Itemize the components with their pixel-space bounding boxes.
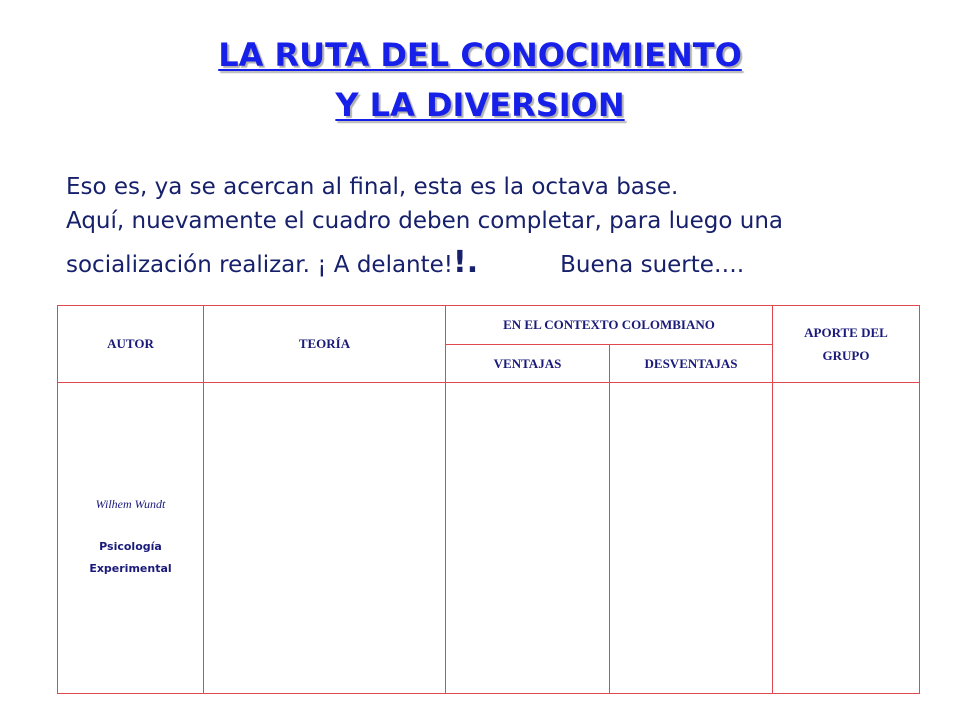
slide-title bbox=[0, 30, 960, 130]
cell-desventajas[interactable] bbox=[610, 383, 773, 694]
intro-line-3-tail: Buena suerte…. bbox=[560, 252, 745, 278]
header-desventajas: DESVENTAJAS bbox=[610, 345, 773, 383]
header-aporte-line-2: GRUPO bbox=[822, 348, 870, 363]
cell-teoria[interactable] bbox=[204, 383, 446, 694]
intro-line-3-bang: !. bbox=[453, 245, 479, 280]
title-line-1: LA RUTA DEL CONOCIMIENTO bbox=[218, 36, 742, 74]
intro-line-3 bbox=[66, 246, 926, 282]
intro-line-2: Aquí, nuevamente el cuadro deben completar, para luego una bbox=[66, 208, 783, 234]
intro-paragraph bbox=[66, 170, 926, 282]
author-subtitle bbox=[58, 536, 203, 580]
cell-aporte[interactable] bbox=[773, 383, 920, 694]
header-ventajas: VENTAJAS bbox=[446, 345, 610, 383]
cell-ventajas[interactable] bbox=[446, 383, 610, 694]
intro-line-1: Eso es, ya se acercan al final, esta es la octava base. bbox=[66, 174, 679, 200]
header-teoria: TEORÍA bbox=[204, 306, 446, 383]
header-aporte-line-1: APORTE DEL bbox=[804, 325, 888, 340]
author-subtitle-line-1: Psicología bbox=[99, 539, 162, 553]
author-name: Wilhem Wundt bbox=[95, 496, 166, 511]
activity-table bbox=[57, 305, 920, 694]
author-subtitle-line-2: Experimental bbox=[89, 561, 172, 575]
cell-autor bbox=[58, 383, 204, 694]
title-line-2: Y LA DIVERSION bbox=[335, 86, 625, 124]
header-autor: AUTOR bbox=[58, 306, 204, 383]
header-contexto: EN EL CONTEXTO COLOMBIANO bbox=[446, 306, 773, 345]
intro-line-3-text: socialización realizar. ¡ A delante! bbox=[66, 252, 454, 278]
header-aporte bbox=[773, 306, 920, 383]
